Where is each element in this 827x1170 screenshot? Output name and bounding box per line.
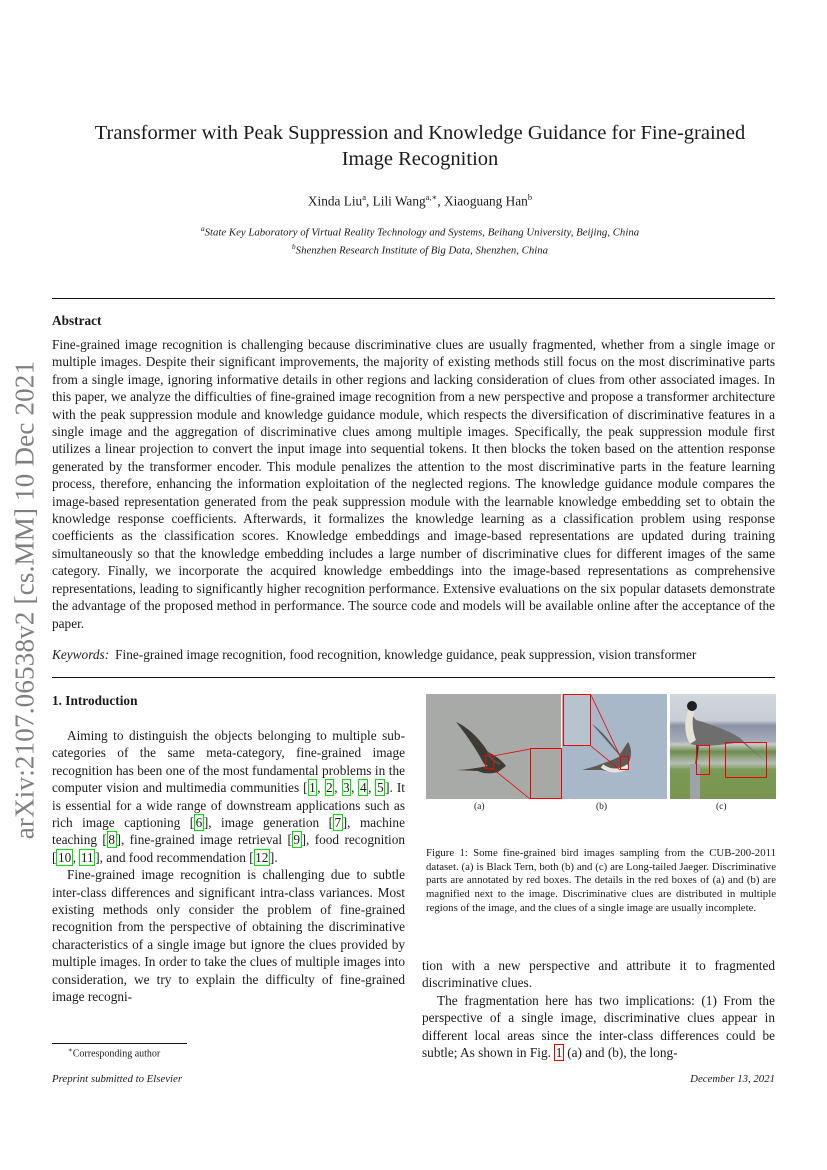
- affiliation: [60, 222, 780, 240]
- affil-text: State Key Laboratory of Virtual Reality Technology and Systems, Beihang University, Beijing, China: [204, 226, 640, 239]
- paper-title: [60, 120, 780, 172]
- text-span: , machine teaching: [52, 815, 405, 848]
- arxiv-stamp: [0, 320, 50, 880]
- author-name: Xiaoguang Han: [443, 193, 528, 209]
- figure-reference-link[interactable]: 1: [555, 1045, 563, 1061]
- abstract-bottom-rule: [52, 677, 775, 678]
- figure-caption: Figure 1: Some fine-grained bird images sampling from the CUB-200-2011 dataset. (a) is Black Tern, both (b) and (c) are Long-tailed Jaeger. Discriminative parts are annotated by red boxes. The details in the red boxes of (a) and (b) are magnified next to the image. Discriminative clues are distributed in multiple regions of the image, and the clues of a single image are usually incomplete.: [426, 847, 776, 914]
- affiliations: [60, 222, 780, 257]
- abstract-top-rule: [52, 298, 775, 299]
- citation-link[interactable]: 1: [309, 780, 316, 796]
- author-affil-sup: b: [527, 192, 533, 202]
- author-list: Xinda Liu$^a$, Lili Wang$^{a,∗}$, Xiaoguang Han$^b$: [307, 192, 533, 209]
- right-column-text: [422, 957, 775, 1061]
- zoomed-detail-b: [563, 694, 591, 746]
- footnote-text: Corresponding author: [72, 1048, 161, 1060]
- citation-link[interactable]: 2: [326, 780, 333, 796]
- abstract-body: Fine-grained image recognition is challenging because discriminative clues are usually fragmented, whether from a single image or multiple images. Despite their significant improvements, the majority of existing methods still focus on the most discriminative parts from a single image, ignoring informative details in other regions and lacking consideration of clues from other associated images. In this paper, we analyze the difficulties of fine-grained image recognition from a new perspective and propose a transformer architecture with the peak suppression module and knowledge guidance module, which respects the diversification of discriminative features in a single image and the aggregation of discriminative clues among multiple images. Specifically, the peak suppression module first utilizes a linear projection to convert the input image into sequential tokens. It then blocks the token based on the attention response generated by the transformer encoder. This module penalizes the attention to the most discriminative parts in the feature learning process, therefore, enhancing the information exploitation of the neglected regions. The knowledge guidance module compares the image-based representation generated from the peak suppression module with the learnable knowledge embedding set to obtain the knowledge response coefficients. Afterwards, it formalizes the knowledge learning as a classification problem using response coefficients as the classification scores. Knowledge embeddings and image-based representations are updated during training simultaneously so that the knowledge embedding includes a large number of discriminative clues for different images of the same category. Finally, we incorporate the acquired knowledge embeddings into the image-based representations as comprehensive representations, leading to significantly higher recognition performance. Extensive evaluations on the six popular datasets demonstrate the advantage of the proposed method in performance. The source code and models will be available online after the acceptance of the paper.: [52, 337, 775, 631]
- intro-paragraph-2-continued: tion with a new perspective and attribute it to fragmented discriminative clues.: [422, 958, 775, 991]
- footnote-rule: [52, 1043, 187, 1044]
- citation-link[interactable]: 5: [376, 780, 384, 796]
- title-line-2: Image Recognition: [341, 148, 499, 170]
- footer-date: December 13, 2021: [690, 1073, 775, 1085]
- affil-sup: b: [291, 241, 296, 251]
- citation-link[interactable]: 10: [57, 849, 72, 865]
- annotation-box: [620, 756, 629, 770]
- affil-sup: a: [200, 224, 205, 233]
- footnote-mark: ∗: [68, 1046, 73, 1054]
- text-span: , fine-grained image retrieval: [120, 832, 288, 848]
- author-affil-sup: a,∗: [425, 192, 438, 202]
- arxiv-stamp-text: arXiv:2107.06538v2 [cs.MM] 10 Dec 2021: [9, 360, 40, 840]
- figure-label-b: (b): [596, 802, 608, 812]
- text-span: , and food recommendation: [99, 849, 250, 865]
- citation-link[interactable]: 6: [195, 815, 203, 831]
- text-span: , image generation: [208, 815, 329, 831]
- citation-link[interactable]: 11: [80, 849, 94, 865]
- annotation-box: [696, 745, 710, 775]
- figure-label-a: (a): [474, 802, 485, 812]
- left-column-text: [52, 727, 405, 1006]
- citation-link[interactable]: 3: [343, 780, 350, 796]
- annotation-box: [485, 755, 494, 769]
- citation-link[interactable]: 8: [108, 832, 115, 848]
- citation-link[interactable]: 4: [359, 780, 367, 796]
- figure-label-c: (c): [716, 802, 727, 812]
- annotation-box: [725, 742, 767, 778]
- footnote: [68, 1046, 160, 1059]
- affil-text: Shenzhen Research Institute of Big Data, Shenzhen, China: [295, 244, 549, 257]
- title-line-1: Transformer with Peak Suppression and Knowledge Guidance for Fine-grained: [94, 122, 746, 144]
- text-span: (a) and (b), the long-: [563, 1045, 678, 1061]
- citation-link[interactable]: 9: [293, 832, 301, 848]
- intro-paragraph-1: Aiming to distinguish the objects belonging to multiple sub-categories of the same meta-category, fine-grained image recognition has been one of the most fundamental problems in the computer vision and multimedia communities [ 1 , 2 , 3 , 4 , 5 ]. It is essential for a wide range of downstream applications such as rich image captioning [ 6 ], image generation [ 7 ], machine teaching [ 8 ], fine-grained image retrieval [ 9 ], food recognition [ 10 , 11 ], and food recommendation [ 12 ].: [52, 728, 405, 865]
- citation-link[interactable]: 7: [334, 815, 342, 831]
- footer-preprint-note: Preprint submitted to Elsevier: [52, 1073, 183, 1085]
- figure-1: [426, 694, 776, 814]
- text-span: The fragmentation here has two implications: (1) From the perspective of a single image, discriminative clues appear in different local areas since the inter-class differences could be subtle; As shown in Fig.: [422, 992, 775, 1061]
- keywords-label: Keywords:: [52, 647, 110, 662]
- text-span: . It is essential for a wide range of downstream applications such as rich image captioning: [52, 780, 405, 831]
- section-heading-introduction: 1. Introduction: [52, 693, 138, 708]
- text-span: Aiming to distinguish the objects belonging to multiple sub-categories of the same meta-category, fine-grained image recognition has been one of the most fundamental problems in the computer vision and multimedia communities: [52, 728, 405, 796]
- zoomed-detail-a: [530, 748, 562, 799]
- text-span: , food recognition: [306, 832, 405, 848]
- abstract-heading: Abstract: [52, 313, 102, 328]
- intro-paragraph-3: [422, 992, 775, 1062]
- affiliation: [60, 240, 780, 258]
- citation-link[interactable]: 12: [255, 849, 269, 865]
- author-name: Xinda Liu: [307, 193, 363, 209]
- keywords-text: Fine-grained image recognition, food recognition, knowledge guidance, peak suppression, vision transformer: [115, 647, 697, 662]
- intro-paragraph-2: Fine-grained image recognition is challenging due to subtle inter-class differences and significant intra-class variances. Most existing methods only consider the problem of fine-grained recognition from the perspective of obtaining the discriminative characteristics of a single image but ignore the clues provided by multiple images. In order to take the clues of multiple images into consideration, we try to explain the difficulty of fine-grained image recogni-: [52, 867, 405, 1005]
- author-affil-sup: a: [362, 192, 366, 202]
- keywords: [52, 647, 775, 663]
- text-span: .: [274, 849, 278, 865]
- author-name: Lili Wang: [372, 193, 426, 209]
